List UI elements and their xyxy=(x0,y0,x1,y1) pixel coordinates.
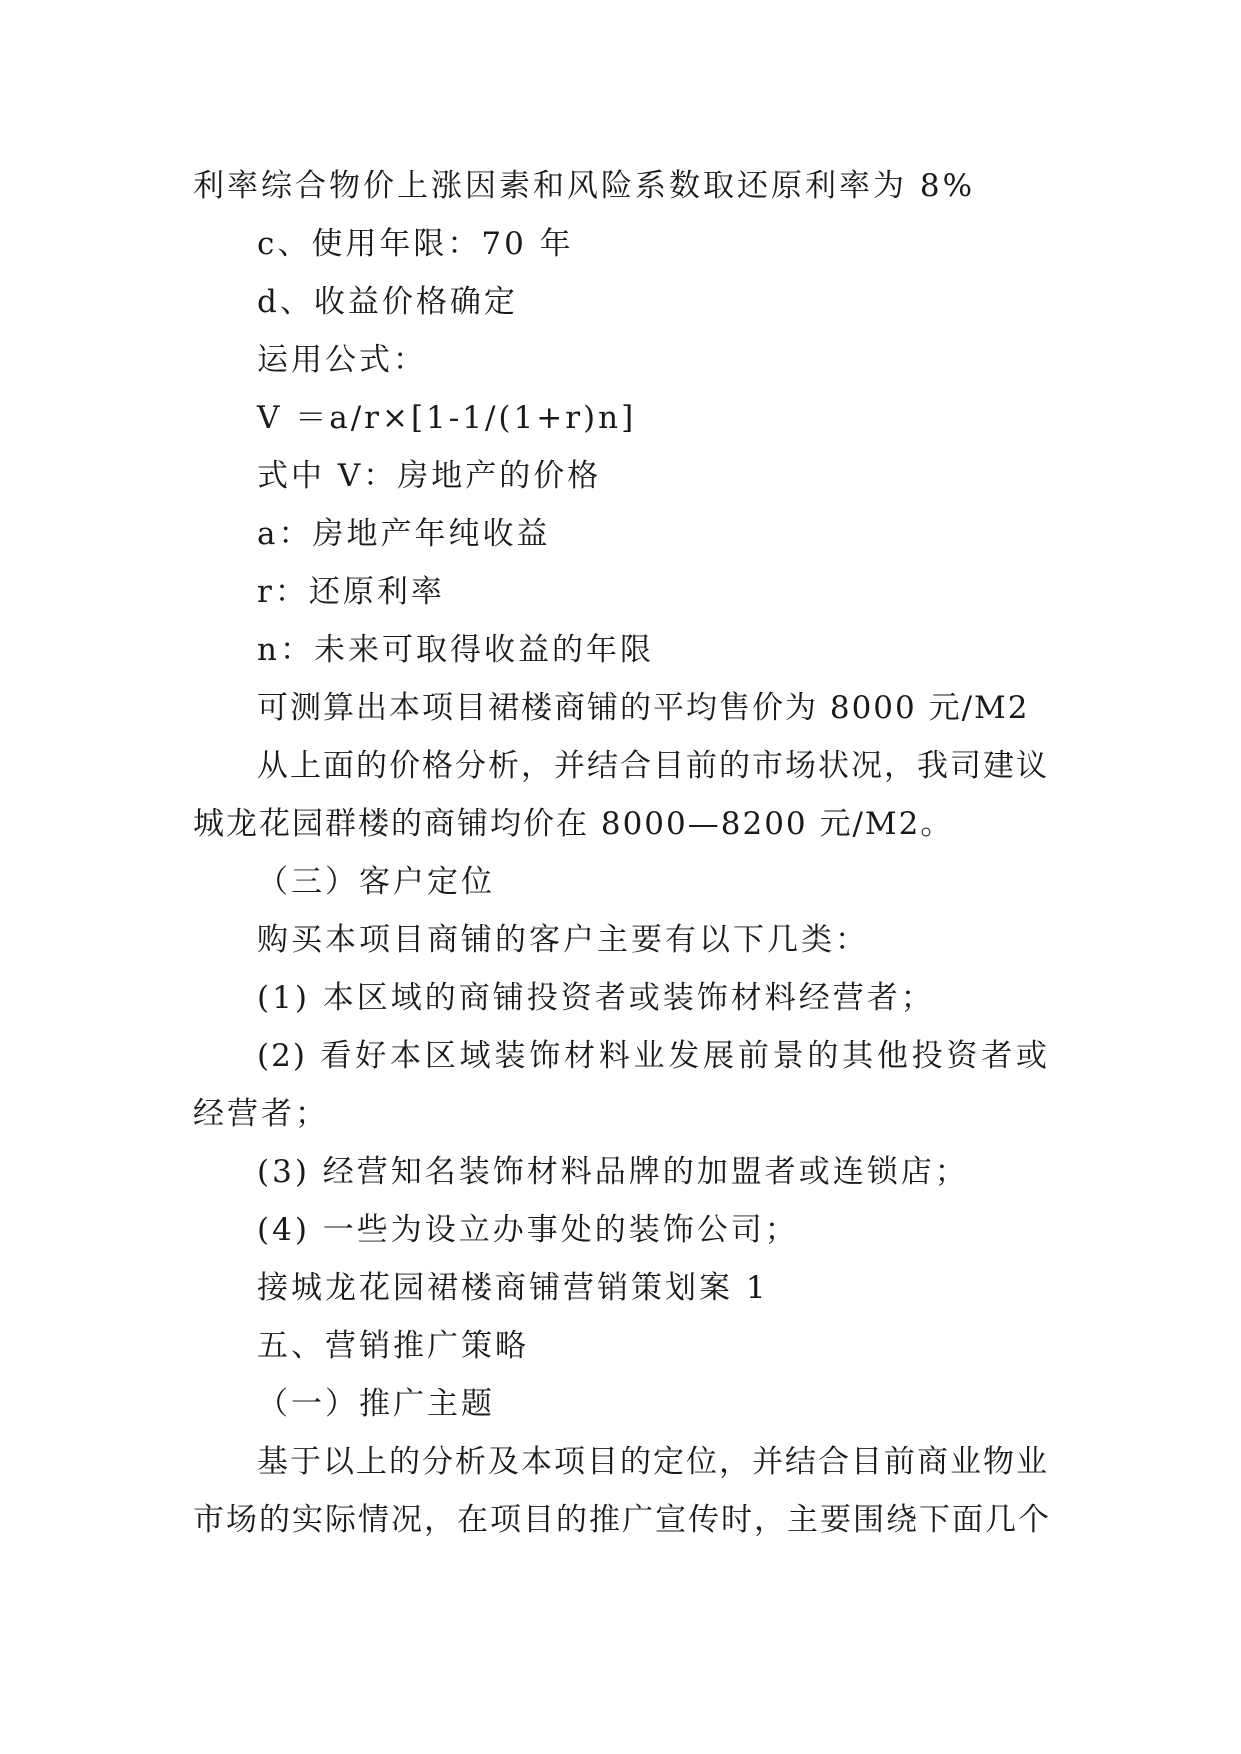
formula-line: V ＝a/r×[1-1/(1+r)n] xyxy=(257,400,637,436)
text-line: d、收益价格确定 xyxy=(257,284,518,320)
text-line: 基于以上的分析及本项目的定位，并结合目前商业物业 xyxy=(257,1444,1049,1480)
text-line: a：房地产年纯收益 xyxy=(257,516,551,552)
text-line: 式中 V：房地产的价格 xyxy=(257,458,602,494)
list-item: (1) 本区域的商铺投资者或装饰材料经营者； xyxy=(257,980,935,1016)
text-line: 运用公式： xyxy=(257,342,427,378)
text-line: 接城龙花园裙楼商铺营销策划案 1 xyxy=(257,1270,769,1306)
text-line: 可测算出本项目裙楼商铺的平均售价为 8000 元/M2 xyxy=(257,690,1030,726)
list-item: (3) 经营知名装饰材料品牌的加盟者或连锁店； xyxy=(257,1154,969,1190)
text-line: 市场的实际情况，在项目的推广宣传时，主要围绕下面几个 xyxy=(193,1502,1051,1538)
text-line: r：还原利率 xyxy=(257,574,445,610)
text-line: c、使用年限：70 年 xyxy=(257,226,574,262)
list-item: (4) 一些为设立办事处的装饰公司； xyxy=(257,1212,799,1248)
section-heading: 五、营销推广策略 xyxy=(257,1328,529,1364)
text-line: n：未来可取得收益的年限 xyxy=(257,632,654,668)
text-line: 经营者； xyxy=(193,1096,329,1132)
section-heading: （一）推广主题 xyxy=(257,1386,495,1422)
list-item: (2) 看好本区域装饰材料业发展前景的其他投资者或 xyxy=(257,1038,1049,1074)
section-heading: （三）客户定位 xyxy=(257,864,495,900)
text-line: 从上面的价格分析，并结合目前的市场状况，我司建议 xyxy=(257,748,1049,784)
text-line: 城龙花园群楼的商铺均价在 8000—8200 元/M2。 xyxy=(193,806,954,842)
text-line: 利率综合物价上涨因素和风险系数取还原利率为 8% xyxy=(193,168,976,204)
text-line: 购买本项目商铺的客户主要有以下几类： xyxy=(257,922,869,958)
